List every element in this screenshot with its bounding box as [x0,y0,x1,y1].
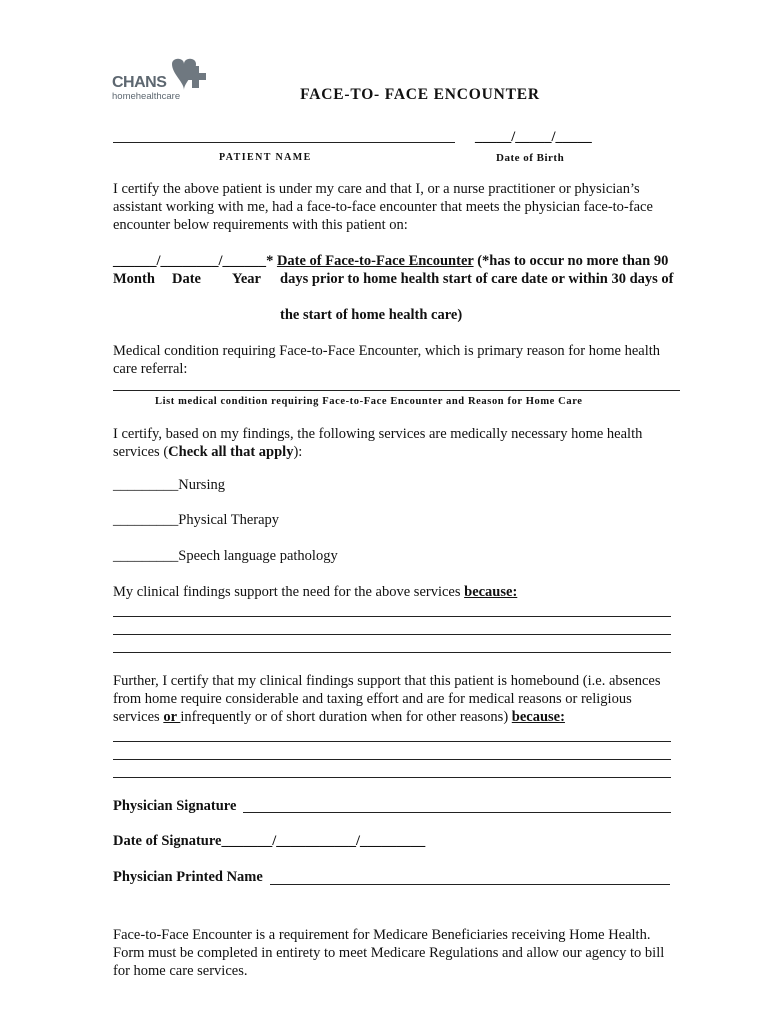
findings-field-line-3[interactable] [113,652,671,653]
findings-because: because: [464,584,518,600]
services-intro-prefix: services ( [113,444,169,460]
findings-field-line-2[interactable] [113,634,671,635]
encounter-note-3: the start of home health care) [280,307,463,323]
homebound-because: because: [511,709,565,725]
homebound-line-3-a: services [113,709,164,725]
findings-field-line-1[interactable] [113,616,671,617]
service-item-speech-language[interactable] [113,547,338,565]
service-label-nursing: Nursing [178,477,225,493]
service-item-physical-therapy[interactable] [113,511,279,529]
logo-subtitle: homehealthcare [112,91,181,102]
certify-intro-line-2: assistant working with me, had a face-to-face encounter that meets the physician face-to-face [113,199,653,215]
services-intro-line-1: I certify, based on my findings, the following services are medically necessary home health [113,426,643,442]
encounter-note-1: (*has to occur no more than 90 [477,253,669,269]
footer-line-3: for home care services. [113,963,248,979]
date-of-birth-label: Date of Birth [496,152,565,164]
service-checkbox-speech-language[interactable]: _________ [113,548,179,564]
homebound-line-3 [113,708,565,726]
date-of-signature-row [113,832,425,850]
service-item-nursing[interactable] [113,476,225,494]
homebound-line-3-b: infrequently or of short duration when for other reasons) [180,709,512,725]
service-checkbox-nursing[interactable]: _________ [113,477,179,493]
homebound-field-line-3[interactable] [113,777,671,778]
certify-intro-line-3: encounter below requirements with this patient on: [113,217,408,233]
encounter-date-heading [113,252,668,270]
patient-name-label: PATIENT NAME [219,152,312,163]
date-of-signature-field[interactable]: _______/___________/_________ [221,833,426,849]
month-label: Month [113,271,155,287]
homebound-or: or [163,709,181,725]
medical-condition-line-1: Medical condition requiring Face-to-Face Encounter, which is primary reason for home health [113,343,661,359]
check-all-instruction: Check all that apply [168,444,294,460]
encounter-note-2: days prior to home health start of care date or within 30 days of [280,271,674,287]
findings-statement [113,583,517,601]
physician-printed-name-label: Physician Printed Name [113,869,263,885]
homebound-field-line-2[interactable] [113,759,671,760]
homebound-line-2: from home require considerable and taxing effort and are for medical reasons or religious [113,691,632,707]
date-of-signature-label: Date of Signature [113,833,222,849]
date-of-birth-field[interactable]: _____/_____/_____ [475,129,592,145]
services-intro-suffix: ): [293,444,303,460]
encounter-date-title: Date of Face-to-Face Encounter [276,253,474,269]
service-label-speech-language: Speech language pathology [178,548,338,564]
medical-condition-list-label: List medical condition requiring Face-to-Face Encounter and Reason for Home Care [155,396,583,407]
patient-name-field[interactable] [113,142,455,143]
services-intro-line-2 [113,443,302,461]
day-label: Date [172,271,201,287]
footer-line-1: Face-to-Face Encounter is a requirement for Medicare Beneficiaries receiving Home Health. [113,927,651,943]
certify-intro-line-1: I certify the above patient is under my care and that I, or a nurse practitioner or physician’s [113,181,640,197]
physician-signature-label: Physician Signature [113,798,237,814]
year-label: Year [232,271,261,287]
medical-condition-line-2: care referral: [113,361,188,377]
findings-text: My clinical findings support the need for the above services [113,584,465,600]
medical-condition-field[interactable] [113,390,680,391]
physician-printed-name-field[interactable] [270,884,670,885]
form-title: FACE-TO- FACE ENCOUNTER [300,86,540,103]
service-label-physical-therapy: Physical Therapy [178,512,280,528]
encounter-date-field[interactable]: ______/________/______ [113,253,267,269]
footer-line-2: Form must be completed in entirety to meet Medicare Regulations and allow our agency to bill [113,945,665,961]
physician-signature-field[interactable] [243,812,671,813]
homebound-field-line-1[interactable] [113,741,671,742]
homebound-line-1: Further, I certify that my clinical findings support that this patient is homebound (i.e. absences [113,673,661,689]
service-checkbox-physical-therapy[interactable]: _________ [113,512,179,528]
logo-brand-text: CHANS [112,74,167,91]
encounter-date-asterisk: * [266,253,277,269]
